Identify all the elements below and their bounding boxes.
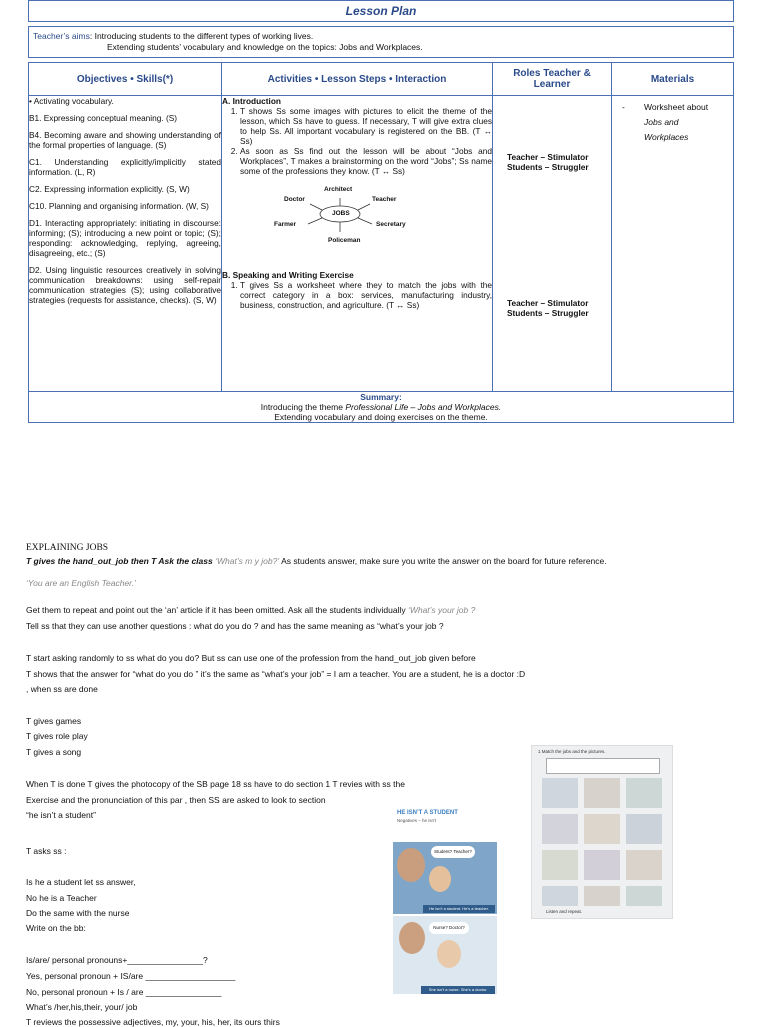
mindmap-node: Doctor (284, 196, 305, 203)
body-line: Do the same with the nurse (26, 908, 130, 918)
header-activities: Activities • Lesson Steps • Interaction (222, 63, 493, 96)
mindmap-node: Architect (324, 186, 353, 193)
mindmap-node: Policeman (328, 237, 361, 244)
doctor-photo (393, 916, 497, 994)
header-roles: Roles Teacher & Learner (493, 63, 612, 96)
body-line: Get them to repeat and point out the ‘an’ article if it has been omitted. Ask all the students individually (26, 605, 408, 615)
role-students: Students – Struggler (507, 162, 589, 172)
roles-cell (493, 96, 612, 392)
intro-title: A. Introduction (222, 96, 281, 106)
section-heading: EXPLAINING JOBS (26, 543, 109, 553)
exercise-title: B. Speaking and Writing Exercise (222, 270, 354, 280)
body-line: ‘You are an English Teacher.’ (26, 578, 136, 588)
objectives-cell (29, 96, 222, 392)
aims-label: Teacher’s aims (33, 31, 90, 41)
body-line: T gives the hand_out_job then T Ask the class (26, 556, 213, 566)
activities-cell (222, 96, 493, 392)
speech-bubble: Nurse? Doctor? (429, 922, 469, 934)
body-line: No, personal pronoun + Is / are ________________ (26, 987, 222, 997)
intro-steps (240, 106, 492, 176)
exercise-steps (240, 280, 492, 310)
intro-step: 1. T shows Ss some images with pictures to elicit the theme of the lesson, which Ss have to guess. If necessary, T will give extra clues to help Ss. All important vocabulary is registered on the BB. (T ↔ Ss) (240, 106, 492, 146)
lesson-plan-table (28, 62, 734, 423)
body-line: T asks ss : (26, 846, 67, 856)
textbook-excerpt-image (393, 808, 497, 994)
objective-item: C2. Expressing information explicitly. (S, W) (29, 184, 190, 194)
worksheet-title: 1 Match the jobs and the pictures. (538, 749, 606, 754)
teacher-aims-box (28, 26, 734, 58)
summary-line-1b: Professional Life – Jobs and Workplaces. (345, 402, 502, 412)
body-line: T gives a song (26, 747, 82, 757)
lesson-plan-title: Lesson Plan (28, 0, 734, 22)
summary-title: Summary: (360, 392, 402, 402)
materials-cell (612, 96, 734, 392)
objective-item: C10. Planning and organising information. (W, S) (29, 201, 209, 211)
mindmap-node: Teacher (372, 196, 397, 203)
summary-cell (29, 392, 734, 423)
body-line: What’s /her,his,their, your/ job (26, 1002, 138, 1012)
body-quote: ‘What’s m y job?’ (215, 556, 280, 566)
material-item: Workplaces (644, 132, 689, 142)
exercise-step: 1. T gives Ss a worksheet where they to match the jobs with the correct category in a box: services, manufacturing industry, business, construction, and agriculture. (T ↔ Ss) (240, 280, 492, 310)
worksheet-word-box (546, 758, 660, 774)
photo-caption: She isn’t a nurse. She’s a doctor. (421, 986, 495, 994)
mindmap-lines (222, 186, 482, 258)
textbook-title: HE ISN’T A STUDENT (397, 810, 458, 816)
header-objectives: Objectives • Skills(*) (29, 63, 222, 96)
objective-item: D2. Using linguistic resources creatively in solving communication breakdowns: using self-repair communication strategies (S); using collaborative strategies (requests for assistance, checks). (S, W) (29, 265, 221, 305)
summary-line-2: Extending vocabulary and doing exercises on the theme. (274, 412, 488, 422)
objective-item: B4. Becoming aware and showing understanding of the formal properties of language. (S) (29, 130, 221, 150)
body-line: Yes, personal pronoun + IS/are ___________________ (26, 971, 236, 981)
material-item: Worksheet about (644, 102, 709, 112)
role-teacher: Teacher – Stimulator (507, 298, 589, 308)
body-line: “he isn’t a student” (26, 810, 96, 820)
mindmap-node: Secretary (376, 221, 406, 228)
roles-intro (507, 152, 589, 172)
body-line: When T is done T gives the photocopy of the SB page 18 ss have to do section 1 T revies with ss the (26, 779, 405, 789)
aims-line-2: Extending students’ vocabulary and knowledge on the topics: Jobs and Workplaces. (107, 42, 423, 52)
intro-step: 2. As soon as Ss find out the lesson will be about “Jobs and Workplaces”, T makes a brainstorming on the word “Jobs”; Ss name some of the professions they know. (T ↔ Ss) (240, 146, 492, 176)
body-quote: ‘What’s your job ? (407, 605, 476, 615)
summary-line-1a: Introducing the theme (260, 402, 346, 412)
body-line: As students answer, make sure you write the answer on the board for future reference. (279, 556, 607, 566)
body-line: Is/are/ personal pronouns+________________? (26, 955, 208, 965)
body-line: T gives games (26, 716, 82, 726)
role-teacher: Teacher – Stimulator (507, 152, 589, 162)
body-line: , when ss are done (26, 684, 98, 694)
body-line: T shows that the answer for “what do you do ” it’s the same as “what’s your job” = I am a teacher. You are a student, he is a doctor :D (26, 669, 526, 679)
material-item: Jobs and (644, 117, 679, 127)
textbook-subtitle: Negatives – he isn’t (397, 818, 437, 823)
mindmap-node: Farmer (274, 221, 297, 228)
role-students: Students – Struggler (507, 308, 589, 318)
body-line: T reviews the possessive adjectives, my, your, his, her, its ours thirs (26, 1017, 280, 1027)
body-line: No he is a Teacher (26, 893, 97, 903)
worksheet-image (531, 745, 673, 919)
material-bullet: - (622, 102, 625, 112)
teacher-photo (393, 842, 497, 914)
aims-line-1: : Introducing students to the different types of working lives. (89, 31, 314, 41)
body-line: Exercise and the pronunciation of this par , then SS are asked to look to section (26, 795, 326, 805)
body-line: T start asking randomly to ss what do you do? But ss can use one of the profession from the hand_out_job given before (26, 653, 476, 663)
objective-item: C1. Understanding explicitly/implicitly stated information. (L, R) (29, 157, 221, 177)
objective-item: B1. Expressing conceptual meaning. (S) (29, 113, 178, 123)
jobs-mindmap (222, 186, 482, 258)
roles-exercise (507, 298, 589, 318)
objective-item: D1. Interacting appropriately: initiating in discourse: informing; (S); introducing a new point or topic; (S); responding: acknowledging, replying, agreeing, disagreeing, etc.; (S) (29, 218, 221, 258)
mindmap-center: JOBS (332, 210, 350, 217)
body-line: Write on the bb: (26, 923, 86, 933)
speech-bubble: Student? Teacher? (431, 846, 475, 858)
body-line: Tell ss that they can use another questions : what do you do ? and has the same meaning as “what’s your job ? (26, 621, 444, 631)
worksheet-footer: Listen and repeat. (546, 909, 583, 914)
body-line: Is he a student let ss answer, (26, 877, 136, 887)
header-materials: Materials (612, 63, 734, 96)
body-line: T gives role play (26, 731, 88, 741)
objective-item: • Activating vocabulary. (29, 96, 114, 106)
photo-caption: He isn’t a student. He’s a teacher. (423, 905, 495, 913)
